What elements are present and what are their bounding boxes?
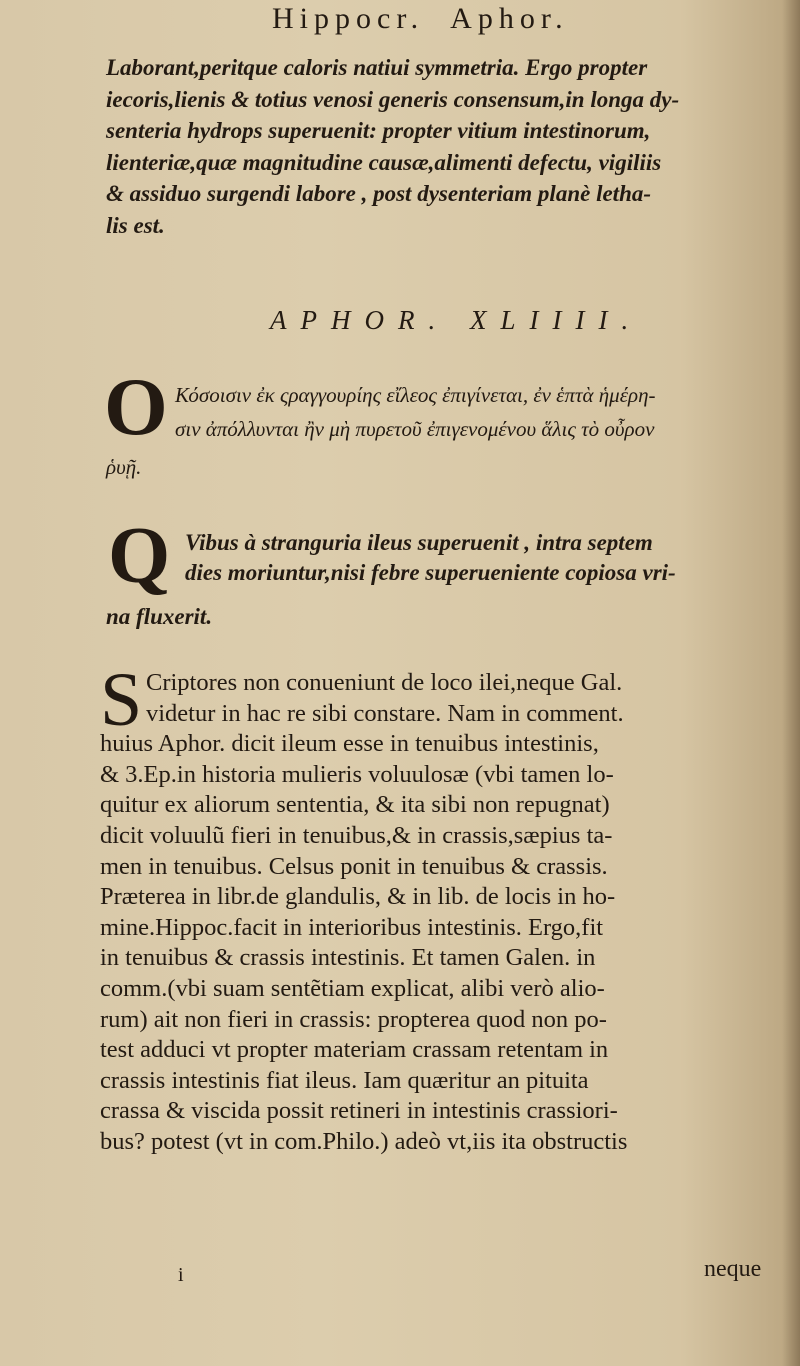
- text-line: Laborant,peritque caloris natiui symmetria. Ergo propter: [106, 55, 648, 80]
- header-author: Hippocr.: [272, 2, 425, 35]
- intro-paragraph: [106, 52, 796, 241]
- commentary-line: huius Aphor. dicit ileum esse in tenuibus intestinis,: [100, 730, 599, 758]
- commentary-line: comm.(vbi suam sentẽtiam explicat, alibi verò alio-: [100, 974, 605, 1002]
- commentary-drop-cap: S: [100, 658, 143, 742]
- commentary-line: mine.Hippoc.facit in interioribus intestinis. Ergo,fit: [100, 913, 604, 941]
- text-line: lienteriæ,quæ magnitudine causæ,alimenti defectu, vigiliis: [106, 149, 662, 175]
- commentary-line: dicit voluulũ fieri in tenuibus,& in crassis,sæpius ta-: [100, 821, 613, 849]
- latin-line: dies moriuntur,nisi febre superueniente copiosa vri-: [185, 560, 676, 585]
- text-line: senteria hydrops superuenit: propter vitium intestinorum,: [106, 118, 651, 143]
- commentary-line: & 3.Ep.in historia mulieris voluulosæ (vbi tamen lo-: [100, 760, 614, 788]
- greek-tail: ῥυῇ.: [106, 455, 142, 479]
- commentary-line: in tenuibus & crassis intestinis. Et tamen Galen. in: [100, 944, 596, 972]
- commentary-line: Præterea in libr.de glandulis, & in lib. de locis in ho-: [100, 883, 616, 911]
- running-header: [272, 2, 595, 36]
- aphorism-heading: APHOR. XLIIII.: [270, 305, 643, 335]
- commentary-line: crassis intestinis fiat ileus. Iam quæritur an pituita: [100, 1066, 589, 1094]
- text-line: & assiduo surgendi labore , post dysenteriam planè letha-: [106, 181, 652, 206]
- commentary-text: [100, 668, 800, 1158]
- latin-tail: na fluxerit.: [106, 604, 213, 629]
- greek-line: σιν ἀπόλλυνται ἢν μὴ πυρετοῦ ἐπιγενομένου ἅλις τὸ οὖρον: [175, 417, 655, 441]
- signature-mark: i: [178, 1264, 184, 1286]
- commentary-line: Criptores non conueniunt de loco ilei,neque Gal.: [146, 669, 623, 696]
- catchword: neque: [704, 1256, 762, 1282]
- commentary-line: crassa & viscida possit retineri in intestinis crassiori-: [100, 1097, 618, 1125]
- greek-text: [175, 378, 795, 446]
- commentary-line: rum) ait non fieri in crassis: propterea quod non po-: [100, 1005, 607, 1033]
- text-line: iecoris,lienis & totius venosi generis consensum,in longa dy-: [106, 86, 680, 112]
- latin-drop-cap: Q: [108, 512, 171, 600]
- latin-translation: [185, 528, 795, 588]
- greek-line: Κόσοισιν ἐκ ςραγγουρίης εἴλεος ἐπιγίνεται, ἐν ἑπτὰ ἡμέρη-: [175, 383, 656, 407]
- greek-drop-cap: O: [104, 361, 168, 452]
- header-section: Aphor.: [450, 2, 569, 35]
- latin-line: Vibus à stranguria ileus superuenit , intra septem: [185, 530, 653, 555]
- commentary-line: test adduci vt propter materiam crassam retentam in: [100, 1036, 609, 1064]
- commentary-line: bus? potest (vt in com.Philo.) adeò vt,iis ita obstructis: [100, 1127, 628, 1155]
- commentary-line: men in tenuibus. Celsus ponit in tenuibus & crassis.: [100, 852, 608, 880]
- text-line: lis est.: [106, 212, 165, 238]
- commentary-line: videtur in hac re sibi constare. Nam in comment.: [146, 699, 624, 727]
- commentary-line: quitur ex aliorum sententia, & ita sibi non repugnat): [100, 791, 610, 819]
